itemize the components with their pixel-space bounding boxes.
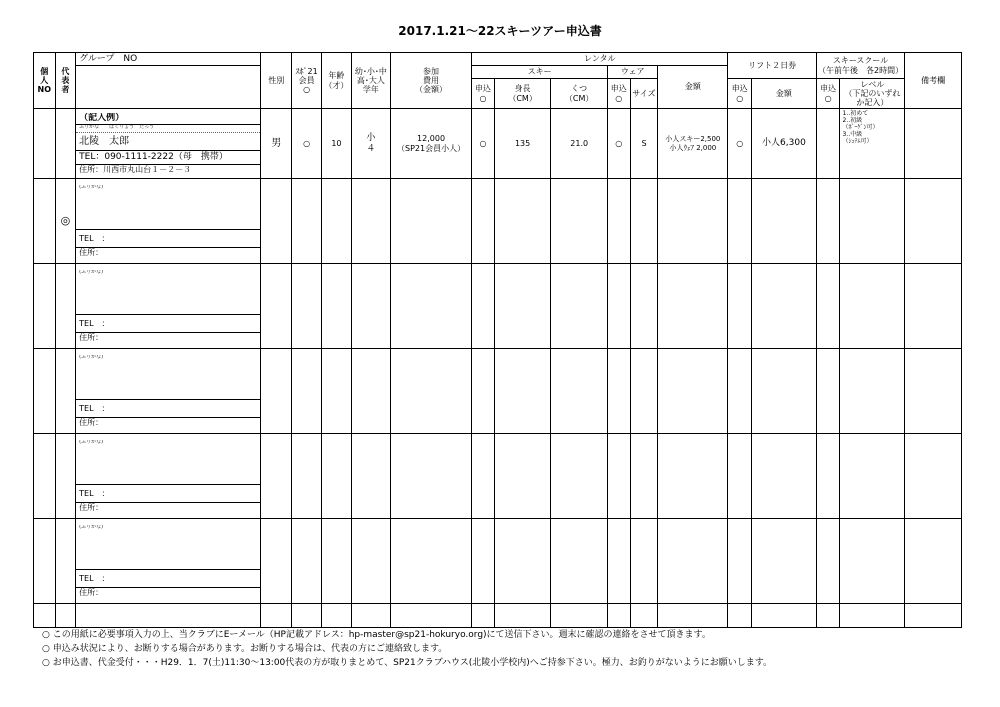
entry-name-field[interactable] <box>76 533 260 570</box>
ski-school-header: スキースクール （午前午後 各2時間） <box>816 53 904 79</box>
entry-member[interactable] <box>292 179 322 264</box>
entry-lift-apply[interactable] <box>728 349 752 434</box>
note-item: ○ この用紙に必要事項入力の上、当クラブにEーメール（HP記載アドレス：hp-master@sp21-hokuryo.org)にて送信下さい。週末に確認の連絡をさせて頂きます。 <box>42 630 711 640</box>
example-height: 135 <box>494 109 551 179</box>
total-row <box>34 604 962 628</box>
entry-address[interactable]: 住所： <box>79 418 104 428</box>
entry-rep-mark[interactable] <box>55 349 76 434</box>
gender-header: 性別 <box>261 53 292 109</box>
total-cell[interactable] <box>55 604 76 628</box>
entry-gender[interactable] <box>261 179 292 264</box>
entry-name-field[interactable] <box>76 363 260 400</box>
entry-ski-apply[interactable] <box>472 434 495 519</box>
entry-level[interactable] <box>840 179 905 264</box>
entry-address[interactable]: 住所： <box>79 333 104 343</box>
entry-address[interactable]: 住所： <box>79 503 104 513</box>
level-header: レベル （下記のいずれか記入） <box>840 79 905 109</box>
school-apply-header: 申込 ○ <box>816 79 840 109</box>
entry-fee[interactable] <box>390 264 471 349</box>
ski-header: スキー <box>472 66 608 79</box>
entry-grade[interactable] <box>351 434 390 519</box>
entry-level[interactable] <box>840 434 905 519</box>
entry-fee[interactable] <box>390 434 471 519</box>
entry-ski-apply[interactable] <box>472 519 495 604</box>
entry-row <box>34 519 962 604</box>
entry-grade[interactable] <box>351 349 390 434</box>
example-lift-apply: ○ <box>728 109 752 179</box>
entry-size[interactable] <box>630 264 658 349</box>
entry-no-cell[interactable] <box>34 349 56 434</box>
example-address: 住所：川西市丸山台１－２－３ <box>79 165 192 175</box>
entry-level[interactable] <box>840 264 905 349</box>
entry-remarks[interactable] <box>905 519 962 604</box>
entry-school-apply[interactable] <box>816 179 840 264</box>
entry-row <box>34 349 962 434</box>
entry-ski-apply[interactable] <box>472 349 495 434</box>
entry-name-cell <box>76 349 261 434</box>
entry-fee[interactable] <box>390 349 471 434</box>
entry-row <box>34 264 962 349</box>
size-header: サイズ <box>630 79 658 109</box>
entry-remarks[interactable] <box>905 434 962 519</box>
entry-tel[interactable]: TEL ： <box>76 570 260 588</box>
total-cell[interactable] <box>34 604 56 628</box>
example-furigana: ふりがな ほくりょう たろう <box>76 125 260 133</box>
example-rental-amount: 小人スキー2,500 小人ｳｪｱ 2,000 <box>658 109 728 179</box>
example-rep-cell <box>55 109 76 179</box>
lift-amount-header: 金額 <box>752 79 817 109</box>
representative-header: 代 表 者 <box>55 53 76 109</box>
entry-row <box>34 179 962 264</box>
entry-size[interactable] <box>630 434 658 519</box>
entry-furigana[interactable]: (ふりがな) <box>79 354 104 360</box>
total-cell[interactable] <box>351 604 390 628</box>
entry-address[interactable]: 住所： <box>79 248 104 258</box>
entry-furigana[interactable]: (ふりがな) <box>79 524 104 530</box>
entry-gender[interactable] <box>261 264 292 349</box>
entry-size[interactable] <box>630 179 658 264</box>
total-cell[interactable] <box>658 604 728 628</box>
example-grade: 小 ４ <box>351 109 390 179</box>
example-lift-amount: 小人6,300 <box>752 109 817 179</box>
entry-boots[interactable] <box>551 519 608 604</box>
lift-apply-header: 申込 ○ <box>728 79 752 109</box>
wear-apply-header: 申込 ○ <box>607 79 630 109</box>
entry-rental-amount[interactable] <box>658 519 728 604</box>
entry-grade[interactable] <box>351 264 390 349</box>
entry-boots[interactable] <box>551 434 608 519</box>
entry-school-apply[interactable] <box>816 264 840 349</box>
entry-name-cell <box>76 179 261 264</box>
entry-no-cell[interactable] <box>34 264 56 349</box>
entry-name-field[interactable] <box>76 448 260 485</box>
total-cell[interactable] <box>292 604 322 628</box>
example-row <box>34 109 962 179</box>
entry-level[interactable] <box>840 349 905 434</box>
entry-lift-amount[interactable] <box>752 264 817 349</box>
entry-member[interactable] <box>292 264 322 349</box>
total-cell[interactable] <box>816 604 840 628</box>
entry-remarks[interactable] <box>905 349 962 434</box>
entry-size[interactable] <box>630 349 658 434</box>
entry-furigana[interactable]: (ふりがな) <box>79 184 104 190</box>
entry-ski-apply[interactable] <box>472 264 495 349</box>
example-age: 10 <box>322 109 352 179</box>
entry-fee[interactable] <box>390 519 471 604</box>
total-cell[interactable] <box>472 604 495 628</box>
entry-rental-amount[interactable] <box>658 179 728 264</box>
form-title: 2017.1.21～22スキーツアー申込書 <box>398 24 602 38</box>
remarks-header: 備考欄 <box>905 53 962 109</box>
entry-boots[interactable] <box>551 264 608 349</box>
entry-furigana[interactable]: (ふりがな) <box>79 269 104 275</box>
entry-age[interactable] <box>322 519 352 604</box>
entry-height[interactable] <box>494 519 551 604</box>
entry-name-field[interactable] <box>76 278 260 315</box>
entry-rental-amount[interactable] <box>658 434 728 519</box>
example-size: S <box>630 109 658 179</box>
example-name: 北陵 太郎 <box>76 133 260 151</box>
application-form <box>33 52 962 628</box>
entry-rep-mark[interactable]: ◎ <box>55 179 76 264</box>
entry-tel[interactable]: TEL ： <box>76 400 260 418</box>
height-header: 身長 （CM） <box>494 79 551 109</box>
example-no-cell <box>34 109 56 179</box>
entry-lift-amount[interactable] <box>752 519 817 604</box>
entry-member[interactable] <box>292 519 322 604</box>
entry-lift-amount[interactable] <box>752 179 817 264</box>
entry-level[interactable] <box>840 519 905 604</box>
school-header: 幼･小･中 高･大人 学年 <box>351 53 390 109</box>
wear-header: ウェア <box>607 66 657 79</box>
entry-name-cell <box>76 519 261 604</box>
entry-age[interactable] <box>322 264 352 349</box>
total-cell[interactable] <box>840 604 905 628</box>
entry-name-cell <box>76 434 261 519</box>
entry-furigana[interactable]: (ふりがな) <box>79 439 104 445</box>
entry-member[interactable] <box>292 434 322 519</box>
entry-member[interactable] <box>292 349 322 434</box>
entry-height[interactable] <box>494 349 551 434</box>
example-label: （記入例） <box>76 113 260 125</box>
entry-lift-amount[interactable] <box>752 434 817 519</box>
entry-gender[interactable] <box>261 434 292 519</box>
entry-lift-apply[interactable] <box>728 179 752 264</box>
ski-apply-header: 申込 ○ <box>472 79 495 109</box>
entry-age[interactable] <box>322 434 352 519</box>
example-member: ○ <box>292 109 322 179</box>
total-cell[interactable] <box>76 604 261 628</box>
entry-lift-apply[interactable] <box>728 434 752 519</box>
entry-height[interactable] <box>494 264 551 349</box>
entry-boots[interactable] <box>551 179 608 264</box>
entry-remarks[interactable] <box>905 264 962 349</box>
example-school-apply <box>816 109 840 179</box>
total-cell[interactable] <box>494 604 551 628</box>
instructions <box>42 628 772 670</box>
example-name-cell <box>76 109 261 179</box>
entry-wear-apply[interactable] <box>607 349 630 434</box>
entry-grade[interactable] <box>351 519 390 604</box>
entry-name-cell <box>76 264 261 349</box>
lift-header: リフト２日券 <box>728 53 816 79</box>
entry-school-apply[interactable] <box>816 519 840 604</box>
example-wear-apply: ○ <box>607 109 630 179</box>
entry-no-cell[interactable] <box>34 434 56 519</box>
example-fee: 12,000 （SP21会員小人） <box>390 109 471 179</box>
total-cell[interactable] <box>551 604 608 628</box>
total-cell[interactable] <box>607 604 630 628</box>
entry-lift-apply[interactable] <box>728 519 752 604</box>
group-no-header: グループ NO <box>76 53 261 66</box>
entry-rental-amount[interactable] <box>658 264 728 349</box>
rental-amount-header: 金額 <box>658 66 728 109</box>
entry-wear-apply[interactable] <box>607 519 630 604</box>
entry-gender[interactable] <box>261 349 292 434</box>
total-cell[interactable] <box>630 604 658 628</box>
entry-lift-apply[interactable] <box>728 264 752 349</box>
group-no-blank <box>76 66 261 109</box>
entry-age[interactable] <box>322 349 352 434</box>
entry-wear-apply[interactable] <box>607 179 630 264</box>
boots-header: くつ （CM） <box>551 79 608 109</box>
age-header: 年齢 （才） <box>322 53 352 109</box>
total-cell[interactable] <box>390 604 471 628</box>
example-levels: 1‥初めて 2‥初級 （ﾎﾞｰｹﾞﾝ可） 3‥中級 （ｼｭﾃﾑ可） <box>840 109 905 179</box>
example-tel: TEL：090-1111-2222（母 携帯） <box>76 151 260 165</box>
total-cell[interactable] <box>322 604 352 628</box>
entry-row <box>34 434 962 519</box>
note-item: ○ 申込み状況により、お断りする場合があります。お断りする場合は、代表の方にご連絡致します。 <box>42 644 448 654</box>
entry-grade[interactable] <box>351 179 390 264</box>
entry-remarks[interactable] <box>905 179 962 264</box>
individual-no-header: 個 人 NO <box>34 53 56 109</box>
entry-gender[interactable] <box>261 519 292 604</box>
application-table <box>33 52 962 628</box>
entry-boots[interactable] <box>551 349 608 434</box>
entry-size[interactable] <box>630 519 658 604</box>
entry-rental-amount[interactable] <box>658 349 728 434</box>
entry-rep-mark[interactable] <box>55 519 76 604</box>
entry-age[interactable] <box>322 179 352 264</box>
entry-name-field[interactable] <box>76 193 260 230</box>
note-item: ○ お申込書、代金受付・・・H29．1．7(土)11:30～13:00代表の方が取りまとめて、SP21クラブハウス(北陵小学校内)へご持参下さい。極力、お釣りがないようにお願いします。 <box>42 658 773 668</box>
entry-rep-mark[interactable] <box>55 434 76 519</box>
example-remarks <box>905 109 962 179</box>
total-cell[interactable] <box>905 604 962 628</box>
entry-wear-apply[interactable] <box>607 264 630 349</box>
total-cell[interactable] <box>728 604 752 628</box>
entry-height[interactable] <box>494 179 551 264</box>
entry-wear-apply[interactable] <box>607 434 630 519</box>
entry-ski-apply[interactable] <box>472 179 495 264</box>
entry-tel[interactable]: TEL ： <box>76 230 260 248</box>
example-gender: 男 <box>261 109 292 179</box>
example-boots: 21.0 <box>551 109 608 179</box>
entry-address[interactable]: 住所： <box>79 588 104 598</box>
example-ski-apply: ○ <box>472 109 495 179</box>
entry-fee[interactable] <box>390 179 471 264</box>
member-header: ｽﾎﾟ21 会員 ○ <box>292 53 322 109</box>
entry-school-apply[interactable] <box>816 349 840 434</box>
entry-rep-mark[interactable] <box>55 264 76 349</box>
total-cell[interactable] <box>261 604 292 628</box>
fee-header: 参加 費用 （金額） <box>390 53 471 109</box>
entry-tel[interactable]: TEL ： <box>76 485 260 503</box>
entry-school-apply[interactable] <box>816 434 840 519</box>
total-cell[interactable] <box>752 604 817 628</box>
entry-tel[interactable]: TEL ： <box>76 315 260 333</box>
entry-height[interactable] <box>494 434 551 519</box>
entry-lift-amount[interactable] <box>752 349 817 434</box>
entry-no-cell[interactable] <box>34 179 56 264</box>
rental-header: レンタル <box>472 53 728 66</box>
entry-no-cell[interactable] <box>34 519 56 604</box>
